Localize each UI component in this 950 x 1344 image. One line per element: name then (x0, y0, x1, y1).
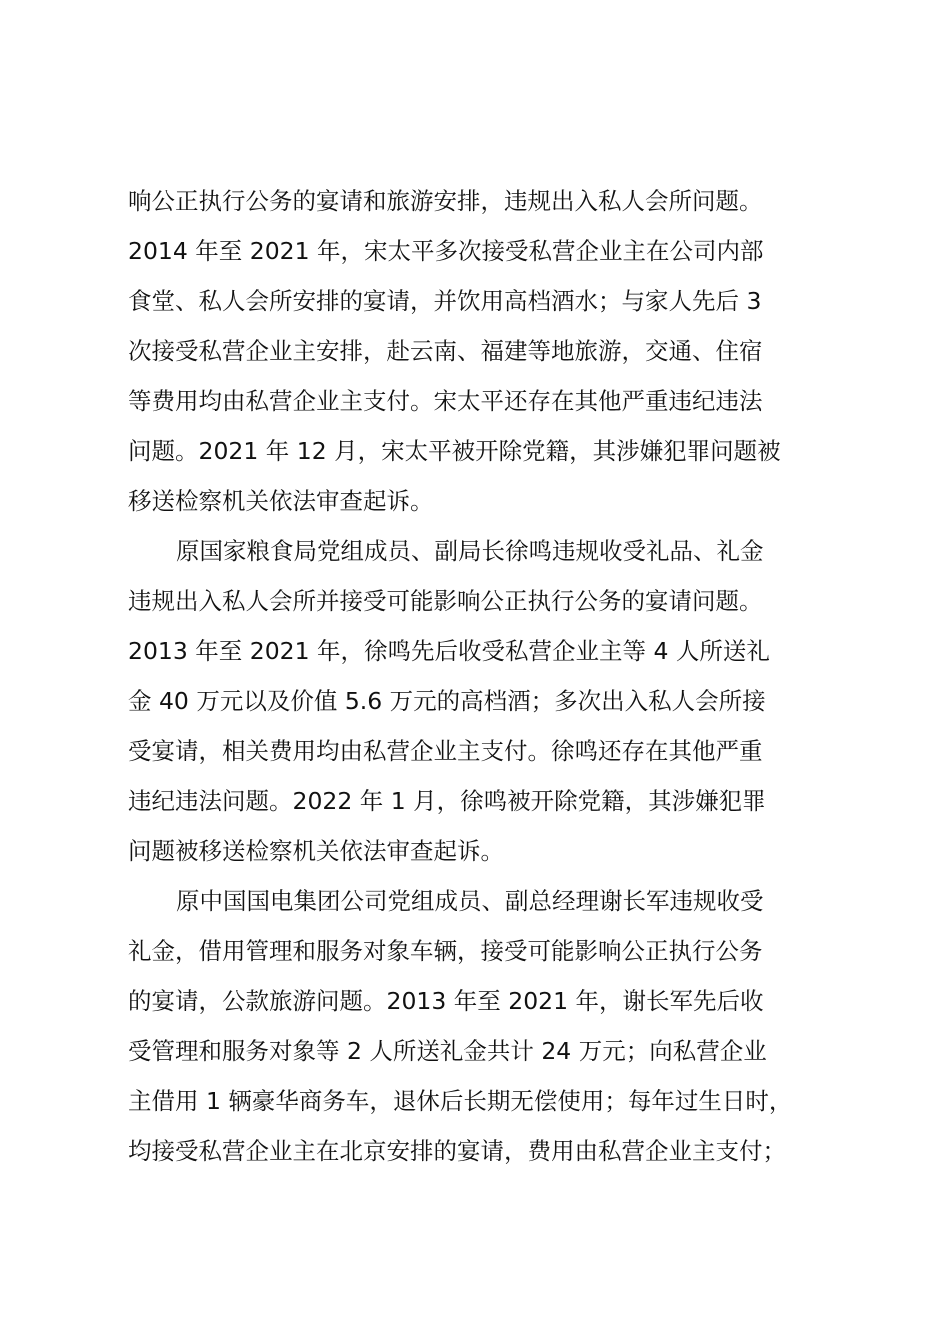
text-line: 2014 年至 2021 年，宋太平多次接受私营企业主在公司内部 (128, 237, 764, 265)
document-body (128, 176, 854, 1176)
text-line: 原中国国电集团公司党组成员、副总经理谢长军违规收受 (176, 887, 764, 915)
text-line: 问题。2021 年 12 月，宋太平被开除党籍，其涉嫌犯罪问题被 (128, 437, 781, 465)
paragraph-3 (128, 876, 854, 1176)
text-line: 礼金，借用管理和服务对象车辆，接受可能影响公正执行公务 (128, 937, 763, 965)
text-line: 2013 年至 2021 年，徐鸣先后收受私营企业主等 4 人所送礼 (128, 637, 770, 665)
paragraph-2 (128, 526, 854, 876)
text-line: 问题被移送检察机关依法审查起诉。 (128, 837, 504, 865)
text-line: 原国家粮食局党组成员、副局长徐鸣违规收受礼品、礼金 (176, 537, 764, 565)
text-line: 违纪违法问题。2022 年 1 月，徐鸣被开除党籍，其涉嫌犯罪 (128, 787, 766, 815)
text-line: 均接受私营企业主在北京安排的宴请，费用由私营企业主支付； (128, 1137, 786, 1165)
paragraph-1 (128, 176, 854, 526)
text-line: 的宴请，公款旅游问题。2013 年至 2021 年，谢长军先后收 (128, 987, 764, 1015)
text-line: 金 40 万元以及价值 5.6 万元的高档酒；多次出入私人会所接 (128, 687, 766, 715)
text-line: 违规出入私人会所并接受可能影响公正执行公务的宴请问题。 (128, 587, 763, 615)
text-line: 受管理和服务对象等 2 人所送礼金共计 24 万元；向私营企业 (128, 1037, 767, 1065)
text-line: 响公正执行公务的宴请和旅游安排，违规出入私人会所问题。 (128, 187, 763, 215)
text-line: 等费用均由私营企业主支付。宋太平还存在其他严重违纪违法 (128, 387, 763, 415)
text-line: 食堂、私人会所安排的宴请，并饮用高档酒水；与家人先后 3 (128, 287, 762, 315)
text-line: 主借用 1 辆豪华商务车，退休后长期无偿使用；每年过生日时， (128, 1087, 793, 1115)
text-line: 次接受私营企业主安排，赴云南、福建等地旅游，交通、住宿 (128, 337, 763, 365)
text-line: 受宴请，相关费用均由私营企业主支付。徐鸣还存在其他严重 (128, 737, 763, 765)
text-line: 移送检察机关依法审查起诉。 (128, 487, 434, 515)
